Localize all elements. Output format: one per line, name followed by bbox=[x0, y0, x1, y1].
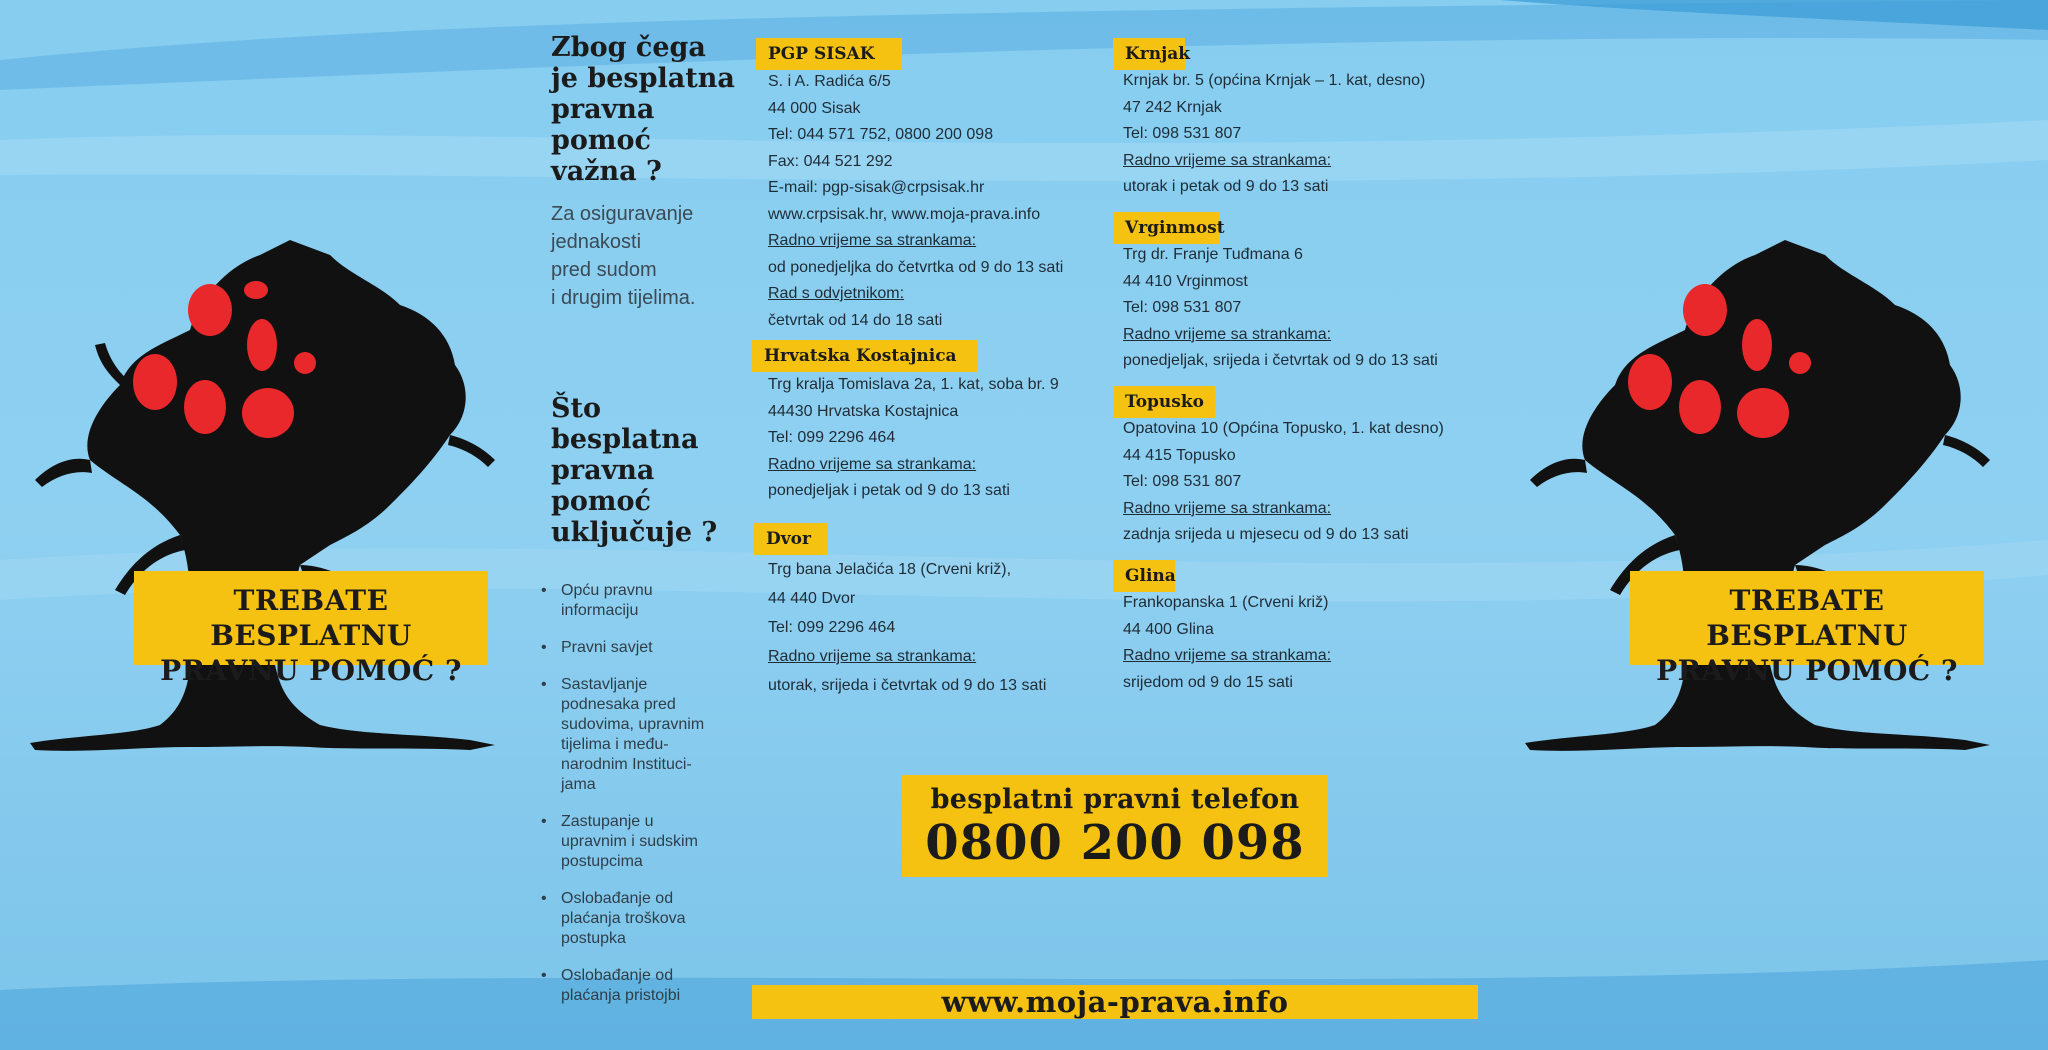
hours-label: Radno vrijeme sa strankama: bbox=[768, 648, 977, 665]
office-tag-sisak: PGP SISAK bbox=[756, 38, 902, 70]
hours-label: Radno vrijeme sa strankama: bbox=[1123, 647, 1332, 664]
office-tag-dvor: Dvor bbox=[754, 523, 828, 555]
list-item bbox=[541, 581, 741, 621]
hours-label: Radno vrijeme sa strankama: bbox=[1123, 499, 1332, 517]
list-item bbox=[541, 966, 741, 1006]
office-line: Trg dr. Franje Tuđmana 6 bbox=[1123, 246, 1303, 263]
office-vrginmost-details bbox=[1123, 242, 1438, 375]
right-callout-line1: TREBATE BESPLATNU bbox=[1706, 584, 1908, 652]
list-item-line: narodnim Instituci- bbox=[561, 756, 692, 773]
includes-list bbox=[541, 581, 741, 1023]
why-text bbox=[551, 200, 741, 312]
hours-text: srijedom od 9 do 15 sati bbox=[1123, 673, 1293, 691]
list-item-line: • Oslobađanje od bbox=[561, 967, 674, 984]
right-callout-banner bbox=[1630, 571, 1984, 687]
list-item-line: podnesaka pred bbox=[561, 696, 676, 713]
left-callout-line1: TREBATE BESPLATNU bbox=[210, 584, 412, 652]
office-line: Fax: 044 521 292 bbox=[768, 152, 893, 170]
list-item-line: upravnim i sudskim bbox=[561, 833, 698, 850]
includes-heading-line: uključuje ? bbox=[551, 517, 718, 548]
right-callout-line2: PRAVNU POMOĆ ? bbox=[1656, 654, 1958, 687]
office-line: S. i A. Radića 6/5 bbox=[768, 73, 891, 90]
office-kostajnica-details bbox=[768, 372, 1059, 505]
office-line: E-mail: pgp-sisak@crpsisak.hr bbox=[768, 179, 985, 196]
why-heading-line: važna ? bbox=[551, 156, 662, 187]
hours-label: Radno vrijeme sa strankama: bbox=[768, 232, 977, 249]
office-line: 44 415 Topusko bbox=[1123, 446, 1236, 464]
why-heading-line: pravna bbox=[551, 94, 655, 125]
office-tag-topusko: Topusko bbox=[1113, 386, 1215, 418]
list-item-line: tijelima i među- bbox=[561, 736, 669, 753]
list-item-line: jama bbox=[561, 776, 596, 793]
list-item bbox=[541, 638, 741, 658]
list-item-line: • Opću pravnu bbox=[561, 582, 653, 599]
office-line: 44 440 Dvor bbox=[768, 590, 856, 607]
list-item-line: sudovima, upravnim bbox=[561, 716, 705, 733]
office-tag-krnjak: Krnjak bbox=[1113, 38, 1185, 70]
includes-heading-line: pravna bbox=[551, 455, 655, 486]
left-callout-line2: PRAVNU POMOĆ ? bbox=[160, 654, 462, 687]
office-krnjak-details bbox=[1123, 68, 1425, 201]
office-line: Opatovina 10 (Općina Topusko, 1. kat desno) bbox=[1123, 420, 1444, 437]
office-tag-kostajnica: Hrvatska Kostajnica bbox=[752, 340, 977, 372]
includes-heading-line: Što bbox=[551, 393, 601, 424]
website-link[interactable]: www.moja-prava.info bbox=[941, 985, 1289, 1019]
list-item-line: • Zastupanje u bbox=[561, 813, 654, 830]
office-line: Frankopanska 1 (Crveni križ) bbox=[1123, 594, 1329, 611]
hours-label: Radno vrijeme sa strankama: bbox=[1123, 325, 1332, 343]
office-dvor-details bbox=[768, 555, 1046, 700]
includes-heading-line: besplatna bbox=[551, 424, 699, 455]
why-section bbox=[551, 32, 741, 312]
office-line: 44 000 Sisak bbox=[768, 99, 861, 117]
why-heading-line: Zbog čega bbox=[551, 32, 706, 63]
office-line: 44 400 Glina bbox=[1123, 620, 1214, 638]
why-text-line: Za osiguravanje bbox=[551, 203, 694, 225]
why-heading-line: je besplatna bbox=[551, 63, 735, 94]
includes-section bbox=[551, 393, 741, 548]
includes-heading-line: pomoć bbox=[551, 486, 651, 517]
office-line: Tel: 044 571 752, 0800 200 098 bbox=[768, 126, 994, 143]
list-item-line: • Sastavljanje bbox=[561, 676, 648, 693]
hours-text: ponedjeljak, srijeda i četvrtak od 9 do 13 sati bbox=[1123, 352, 1438, 369]
includes-heading bbox=[551, 393, 741, 548]
list-item-line: postupcima bbox=[561, 853, 643, 870]
office-line: Tel: 099 2296 464 bbox=[768, 619, 896, 636]
why-text-line: jednakosti bbox=[551, 231, 642, 253]
office-line: Tel: 098 531 807 bbox=[1123, 125, 1242, 142]
list-item-line: • Oslobađanje od bbox=[561, 890, 674, 907]
list-item-line: plaćanja pristojbi bbox=[561, 987, 681, 1004]
office-line: Tel: 098 531 807 bbox=[1123, 473, 1242, 490]
office-line: Trg bana Jelačića 18 (Crveni križ), bbox=[768, 561, 1012, 578]
hours-label: Radno vrijeme sa strankama: bbox=[1123, 151, 1332, 169]
list-item bbox=[541, 812, 741, 872]
hours-text: utorak, srijeda i četvrtak od 9 do 13 sati bbox=[768, 677, 1047, 694]
list-item bbox=[541, 889, 741, 949]
list-item-line: informaciju bbox=[561, 602, 639, 619]
list-item-line: • Pravni savjet bbox=[561, 639, 653, 656]
hours-text: od ponedjeljka do četvrtka od 9 do 13 sati bbox=[768, 258, 1064, 276]
hotline-label: besplatni pravni telefon bbox=[930, 784, 1300, 815]
list-item-line: postupka bbox=[561, 930, 626, 947]
why-text-line: pred sudom bbox=[551, 259, 657, 281]
office-line: www.crpsisak.hr, www.moja-prava.info bbox=[768, 205, 1041, 223]
office-line: Tel: 098 531 807 bbox=[1123, 299, 1242, 316]
office-line: 44430 Hrvatska Kostajnica bbox=[768, 402, 959, 420]
why-text-line: i drugim tijelima. bbox=[551, 287, 696, 309]
office-tag-vrginmost: Vrginmost bbox=[1113, 212, 1219, 244]
why-heading-line: pomoć bbox=[551, 125, 651, 156]
left-callout-banner bbox=[134, 571, 488, 687]
hours-text: utorak i petak od 9 do 13 sati bbox=[1123, 178, 1329, 195]
office-topusko-details bbox=[1123, 416, 1444, 549]
office-line: 44 410 Vrginmost bbox=[1123, 272, 1248, 290]
hotline-box bbox=[902, 775, 1328, 877]
list-item-line: plaćanja troškova bbox=[561, 910, 686, 927]
why-heading bbox=[551, 32, 741, 187]
office-line: 47 242 Krnjak bbox=[1123, 98, 1222, 116]
office-sisak-details bbox=[768, 69, 1063, 334]
hours-text: ponedjeljak i petak od 9 do 13 sati bbox=[768, 482, 1010, 499]
hotline-number[interactable]: 0800 200 098 bbox=[925, 815, 1305, 871]
office-line: Tel: 099 2296 464 bbox=[768, 429, 896, 446]
office-line: Krnjak br. 5 (općina Krnjak – 1. kat, desno) bbox=[1123, 72, 1426, 89]
lawyer-hours-text: četvrtak od 14 do 18 sati bbox=[768, 311, 943, 329]
list-item bbox=[541, 675, 741, 795]
hours-label: Radno vrijeme sa strankama: bbox=[768, 455, 977, 473]
office-line: Trg kralja Tomislava 2a, 1. kat, soba br. 9 bbox=[768, 376, 1059, 393]
office-glina-details bbox=[1123, 590, 1331, 696]
hours-text: zadnja srijeda u mjesecu od 9 do 13 sati bbox=[1123, 526, 1409, 543]
lawyer-label: Rad s odvjetnikom: bbox=[768, 285, 905, 302]
office-tag-glina: Glina bbox=[1113, 560, 1175, 592]
website-banner bbox=[752, 985, 1478, 1019]
